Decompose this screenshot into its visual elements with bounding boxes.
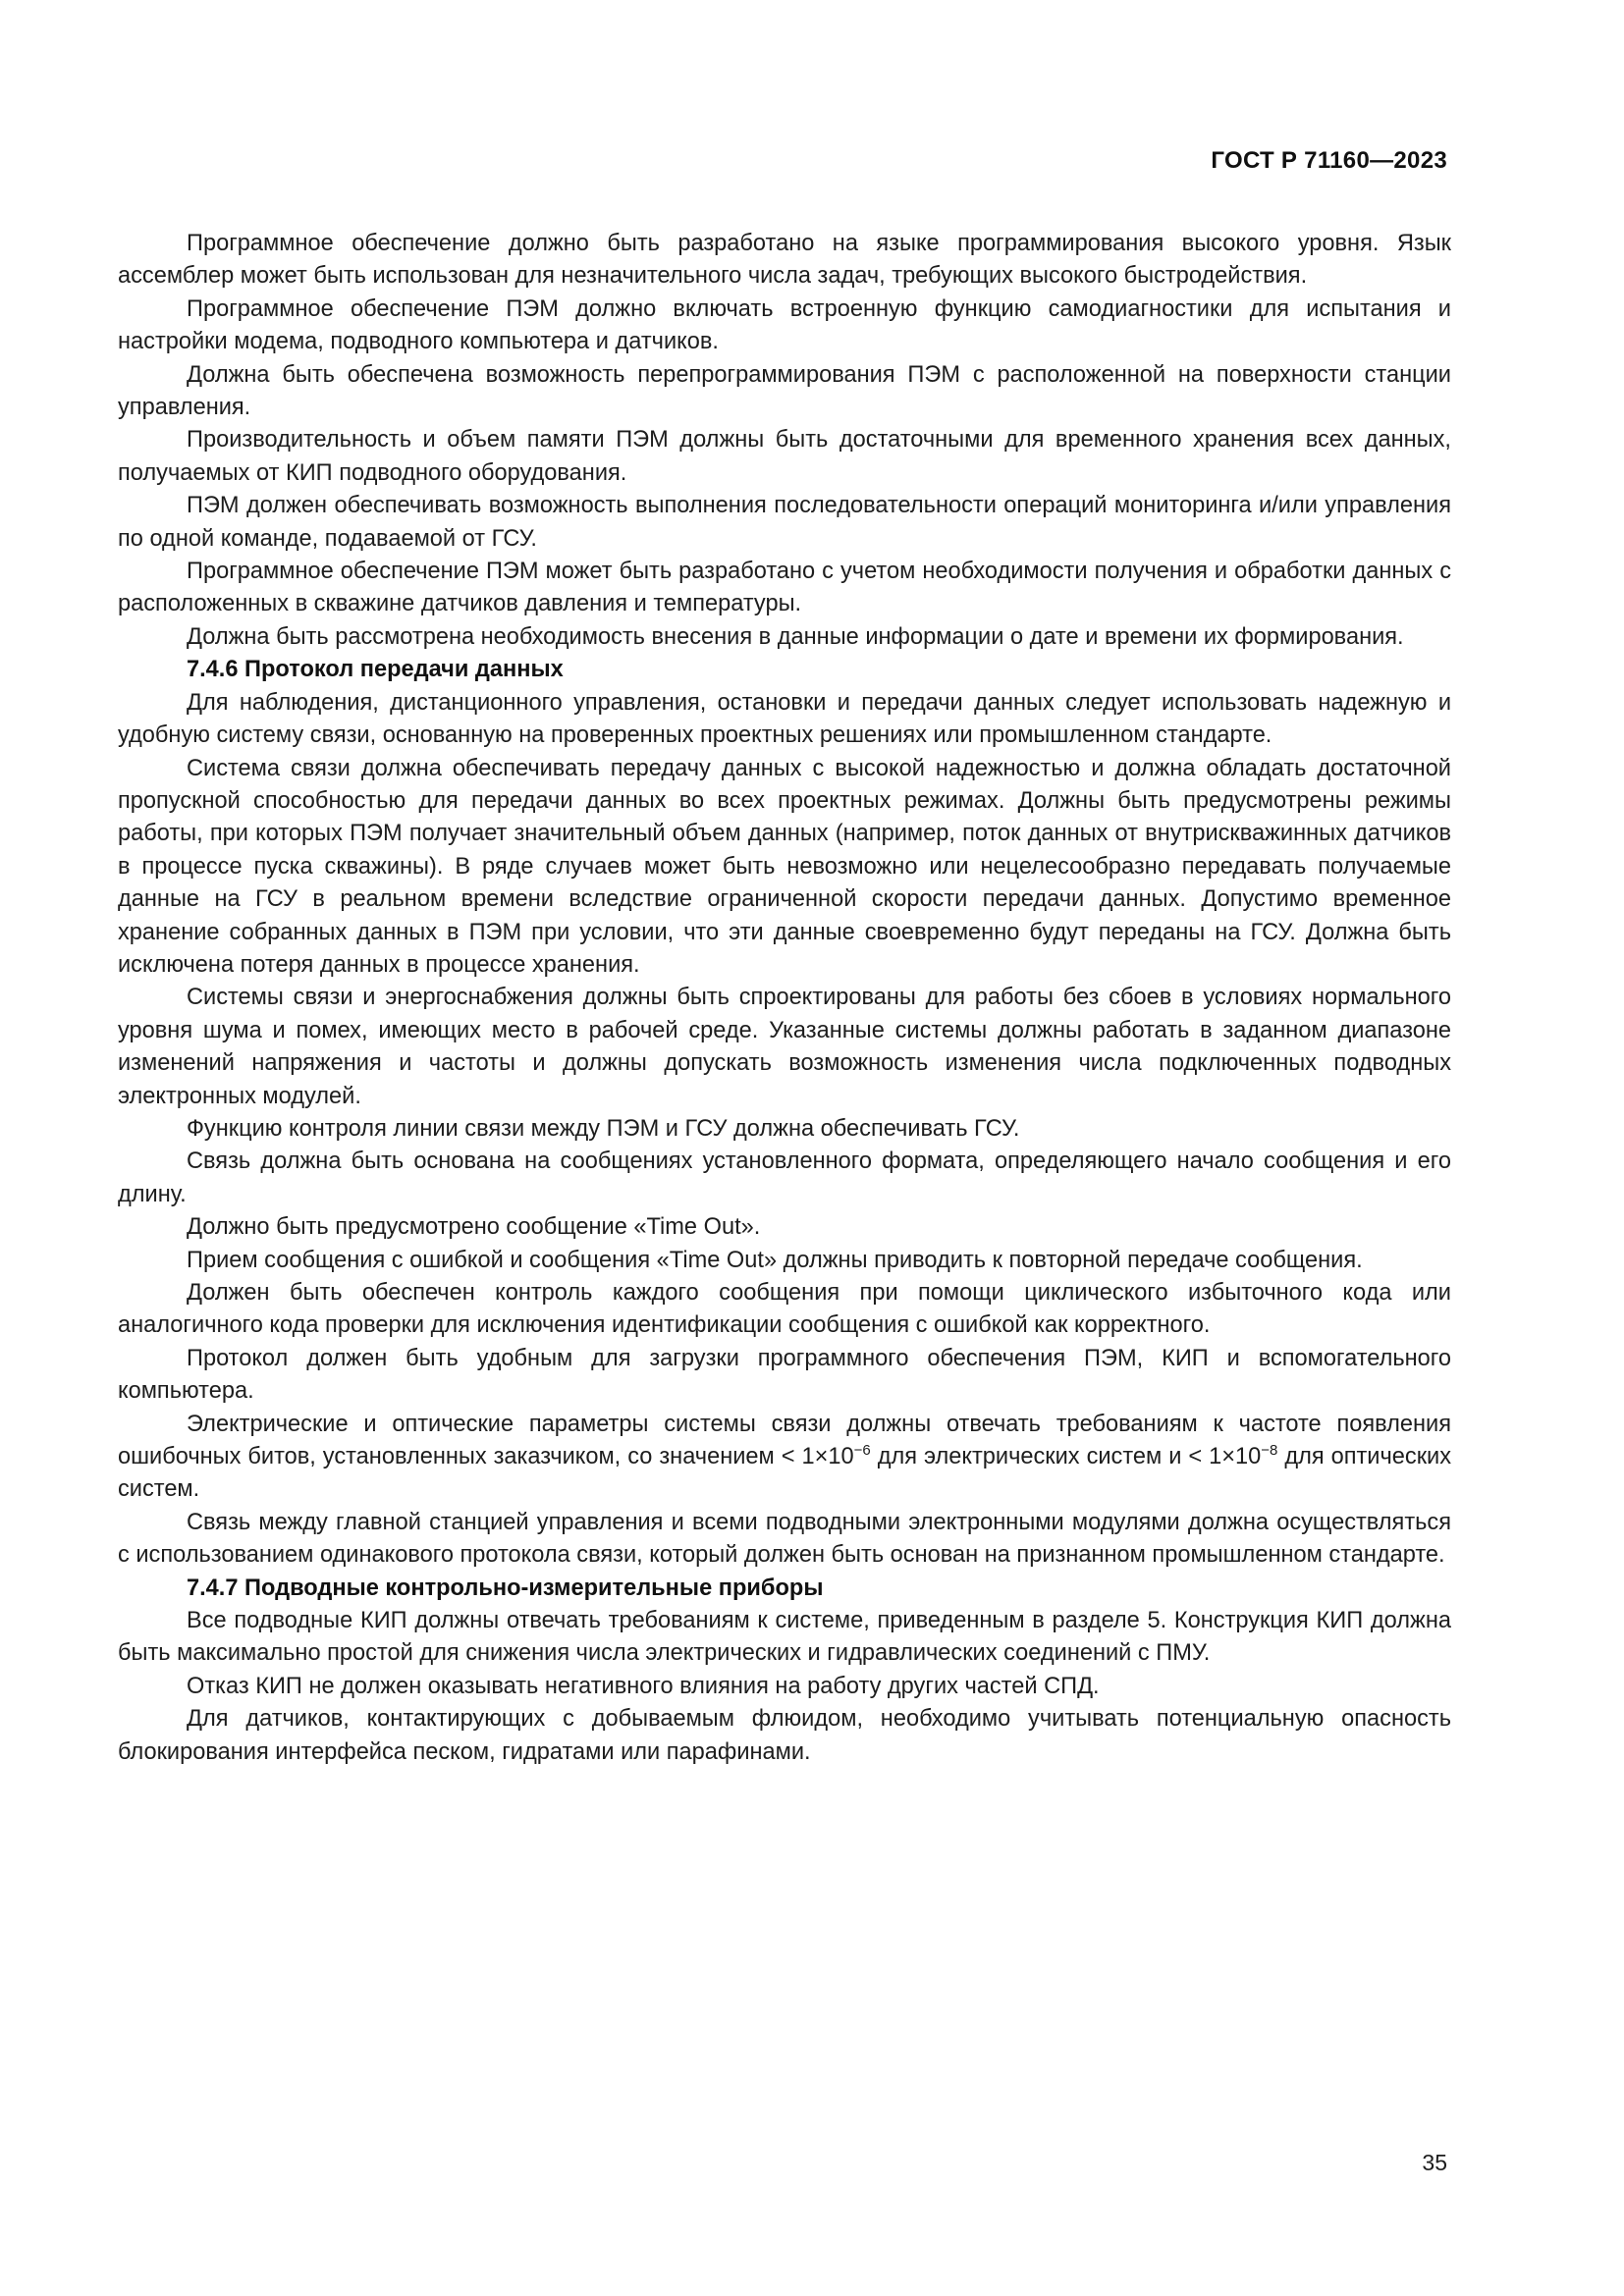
section-heading-7-4-7: 7.4.7 Подводные контрольно-измерительные приборы <box>187 1575 824 1601</box>
paragraph: Система связи должна обеспечивать передачу данных с высокой надежностью и должна обладать достаточной пропускной способностью для передачи данных во всех проектных режимах. Должны быть предусмотрены режимы работы, при которых ПЭМ получает значительный объем данных (например, поток данных от внутрискважинных датчиков в процессе пуска скважины). В ряде случаев может быть невозможно или нецелесообразно передавать получаемые данные на ГСУ в реальном времени вследствие ограниченной скорости передачи данных. Допустимо временное хранение собранных данных в ПЭМ при условии, что эти данные своевременно будут переданы на ГСУ. Должна быть исключена потеря данных в процессе хранения. <box>118 755 1451 978</box>
paragraph: Отказ КИП не должен оказывать негативного влияния на работу других частей СПД. <box>187 1673 1100 1699</box>
paragraph: Должна быть рассмотрена необходимость внесения в данные информации о дате и времени их формирования. <box>187 623 1404 650</box>
paragraph: Программное обеспечение ПЭМ может быть разработано с учетом необходимости получения и обработки данных с расположенных в скважине датчиков давления и температуры. <box>118 559 1451 617</box>
paragraph: Системы связи и энергоснабжения должны быть спроектированы для работы без сбоев в условиях нормального уровня шума и помех, имеющих место в рабочей среде. Указанные системы должны работать в заданном диапазоне изменений напряжения и частоты и должны допускать возможность изменения числа подключенных подводных электронных модулей. <box>118 985 1451 1109</box>
error-rate-text-2: для электрических систем и < 1×10 <box>870 1444 1262 1470</box>
exponent-optical: −8 <box>1261 1442 1278 1460</box>
paragraph-error-rate <box>118 1409 1451 1507</box>
section-heading-7-4-6: 7.4.6 Протокол передачи данных <box>187 657 564 683</box>
paragraph: Должно быть предусмотрено сообщение «Time Out». <box>187 1214 761 1241</box>
paragraph: Связь должна быть основана на сообщениях установленного формата, определяющего начало сообщения и его длину. <box>118 1148 1451 1207</box>
error-rate-text-1: Электрические и оптические параметры системы связи должны отвечать требованиям к частоте появления ошибочных битов, установленных заказчиком, со значением < 1×10 <box>118 1411 1451 1470</box>
paragraph: Программное обеспечение должно быть разработано на языке программирования высокого уровня. Язык ассемблер может быть использован для незначительного числа задач, требующих высокого быстродействия. <box>118 231 1451 290</box>
paragraph: Протокол должен быть удобным для загрузки программного обеспечения ПЭМ, КИП и вспомогательного компьютера. <box>118 1345 1451 1405</box>
paragraph: Должна быть обеспечена возможность перепрограммирования ПЭМ с расположенной на поверхности станции управления. <box>118 361 1451 421</box>
paragraph: Для датчиков, контактирующих с добываемым флюидом, необходимо учитывать потенциальную опасность блокирования интерфейса песком, гидратами или парафинами. <box>118 1706 1451 1765</box>
paragraph: Производительность и объем памяти ПЭМ должны быть достаточными для временного хранения всех данных, получаемых от КИП подводного оборудования. <box>118 427 1451 486</box>
paragraph: Связь между главной станцией управления и всеми подводными электронными модулями должна осуществляться с использованием одинакового протокола связи, который должен быть основан на признанном промышленном стандарте. <box>118 1509 1451 1569</box>
page-number: 35 <box>1422 2150 1447 2175</box>
paragraph: Прием сообщения с ошибкой и сообщения «Time Out» должны приводить к повторной передаче сообщения. <box>187 1247 1363 1273</box>
paragraph: Для наблюдения, дистанционного управления, остановки и передачи данных следует использовать надежную и удобную систему связи, основанную на проверенных проектных решениях или промышленном стандарте. <box>118 689 1451 749</box>
error-rate-text-3: для оптических систем. <box>118 1444 1451 1503</box>
paragraph: Все подводные КИП должны отвечать требованиям к системе, приведенным в разделе 5. Конструкция КИП должна быть максимально простой для снижения числа электрических и гидравлических соединений с ПМУ. <box>118 1608 1451 1667</box>
document-body <box>118 228 1451 1769</box>
exponent-electrical: −6 <box>853 1442 871 1460</box>
paragraph: Программное обеспечение ПЭМ должно включать встроенную функцию самодиагностики для испытания и настройки модема, подводного компьютера и датчиков. <box>118 295 1451 355</box>
standard-code-header: ГОСТ Р 71160—2023 <box>1211 147 1447 174</box>
paragraph: Функцию контроля линии связи между ПЭМ и ГСУ должна обеспечивать ГСУ. <box>187 1115 1020 1142</box>
paragraph: Должен быть обеспечен контроль каждого сообщения при помощи циклического избыточного кода или аналогичного кода проверки для исключения идентификации сообщения с ошибкой как корректного. <box>118 1280 1451 1339</box>
paragraph: ПЭМ должен обеспечивать возможность выполнения последовательности операций мониторинга и/или управления по одной команде, подаваемой от ГСУ. <box>118 493 1451 552</box>
